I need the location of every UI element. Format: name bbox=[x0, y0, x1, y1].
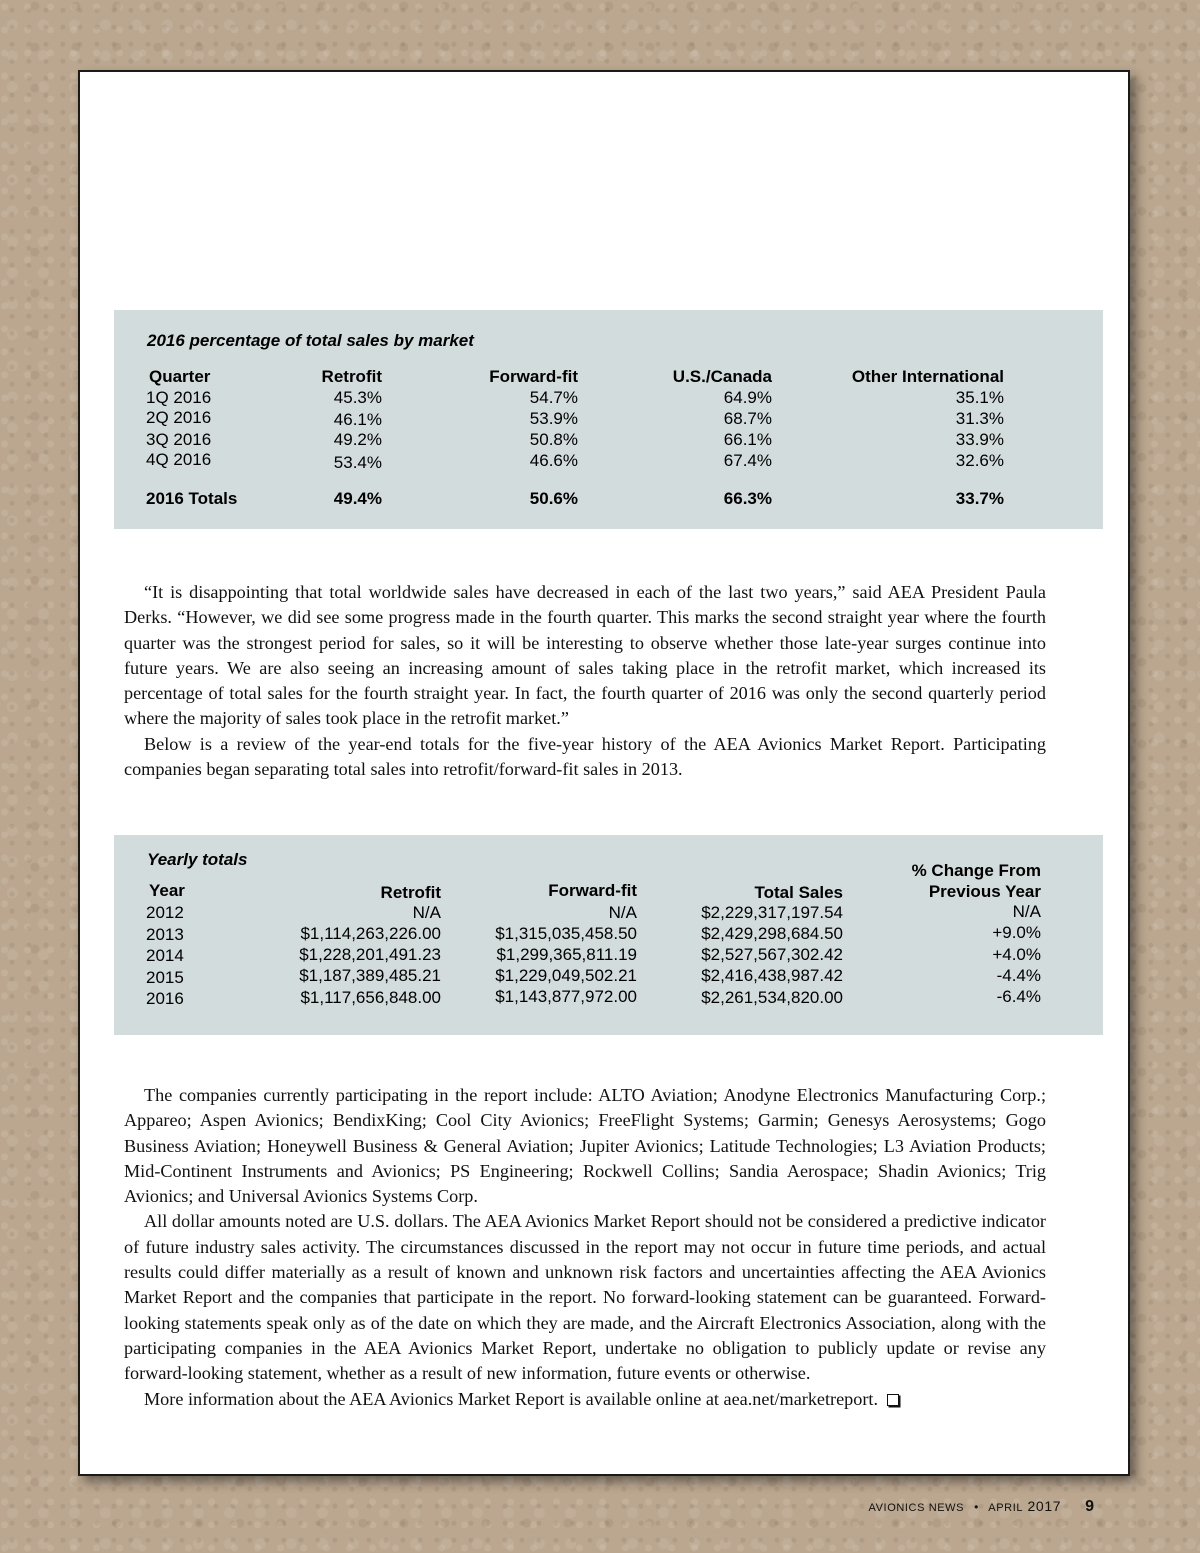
col-header-forward-fit: Forward-fit bbox=[548, 881, 637, 900]
intro-text bbox=[124, 580, 1046, 782]
participants-paragraph: The companies currently participating in the report include: ALTO Aviation; Anodyne Electronics Manufacturing Corp.; Appareo; Aspen Avionics; BendixKing; Cool City Avionics; FreeFlight Systems; Garmin; Genesys Aerosystems; Gogo Business Aviation; Honeywell Business & General Aviation; Jupiter Avionics; Latitude Technologies; L3 Aviation Products; Mid-Continent Instruments and Avionics; PS Engineering; Rockwell Collins; Sandia Aerospace; Shadin Avionics; Trig Avionics; and Universal Avionics Systems Corp. bbox=[124, 1085, 1046, 1207]
other-international-total: 33.7% bbox=[955, 489, 1004, 508]
quarter-cell: 3Q 2016 bbox=[146, 430, 212, 449]
us-canada-total: 66.3% bbox=[723, 489, 772, 508]
forward-fit-cell: 54.7% bbox=[529, 388, 578, 407]
col-header-retrofit: Retrofit bbox=[380, 883, 441, 902]
forward-fit-cell: N/A bbox=[608, 903, 637, 922]
col-header-year: Year bbox=[149, 881, 185, 900]
col-header-forward-fit: Forward-fit bbox=[489, 367, 578, 386]
col-header-total-sales: Total Sales bbox=[754, 883, 843, 902]
retrofit-cell: N/A bbox=[412, 903, 441, 922]
forward-fit-cell: 50.8% bbox=[529, 430, 578, 449]
total-sales-cell: $2,429,298,684.50 bbox=[701, 924, 843, 943]
retrofit-cell: 49.2% bbox=[333, 430, 382, 449]
forward-fit-cell: $1,143,877,972.00 bbox=[495, 987, 637, 1006]
end-of-article-icon bbox=[887, 1394, 899, 1406]
retrofit-cell: 53.4% bbox=[333, 453, 382, 472]
other-international-cell: 35.1% bbox=[955, 388, 1004, 407]
col-header-retrofit: Retrofit bbox=[321, 367, 382, 386]
quote-paragraph: “It is disappointing that total worldwide sales have decreased in each of the last two years,” said AEA President Paula Derks. “However, we did see some progress made in the fourth quarter. This marks the second straight year where the fourth quarter was the strongest period for sales, so it will be interesting to observe whether those late-year surges continue into future years. We are also seeing an increasing amount of sales taking place in the retrofit market, which increased its percentage of total sales for the fourth straight year. In fact, the fourth quarter of 2016 was only the second quarterly period where the majority of sales took place in the retrofit market.” bbox=[124, 582, 1046, 729]
us-canada-cell: 64.9% bbox=[723, 388, 772, 407]
forward-fit-cell: 53.9% bbox=[529, 409, 578, 428]
us-canada-cell: 67.4% bbox=[723, 451, 772, 470]
pct-change-cell: +9.0% bbox=[992, 923, 1041, 942]
us-canada-cell: 66.1% bbox=[723, 430, 772, 449]
more-info-text: More information about the AEA Avionics Market Report is available online at aea.net/marketreport. bbox=[144, 1388, 879, 1409]
page-footer bbox=[868, 1498, 1094, 1516]
yearly-totals-title: Yearly totals bbox=[147, 850, 248, 869]
col-header-pct-change: % Change From bbox=[911, 861, 1041, 880]
forward-fit-cell: $1,315,035,458.50 bbox=[495, 924, 637, 943]
page-number: 9 bbox=[1085, 1498, 1094, 1515]
retrofit-cell: 45.3% bbox=[333, 388, 382, 407]
col-header-other-international: Other International bbox=[851, 367, 1004, 386]
publication-name: AVIONICS NEWS bbox=[868, 1502, 965, 1514]
totals-label: 2016 Totals bbox=[146, 489, 238, 508]
quarter-cell: 1Q 2016 bbox=[146, 388, 212, 407]
other-international-cell: 33.9% bbox=[955, 430, 1004, 449]
retrofit-cell: $1,187,389,485.21 bbox=[299, 966, 441, 985]
total-sales-cell: $2,416,438,987.42 bbox=[701, 966, 843, 985]
yearly-totals-table bbox=[114, 835, 1103, 1035]
us-canada-cell: 68.7% bbox=[723, 409, 772, 428]
year-cell: 2014 bbox=[146, 946, 184, 965]
market-share-table bbox=[114, 310, 1103, 529]
retrofit-cell: $1,228,201,491.23 bbox=[299, 945, 441, 964]
col-header-us-canada: U.S./Canada bbox=[672, 367, 772, 386]
quarter-cell: 2Q 2016 bbox=[146, 408, 212, 427]
year-cell: 2013 bbox=[146, 925, 184, 944]
forward-fit-cell: $1,299,365,811.19 bbox=[496, 945, 637, 964]
year-cell: 2015 bbox=[146, 968, 184, 987]
retrofit-cell: $1,114,263,226.00 bbox=[300, 924, 441, 943]
other-international-cell: 31.3% bbox=[955, 409, 1004, 428]
year-cell: 2016 bbox=[146, 989, 184, 1008]
market-share-title: 2016 percentage of total sales by market bbox=[147, 331, 474, 350]
issue-month: APRIL bbox=[988, 1502, 1024, 1514]
pct-change-cell: -4.4% bbox=[996, 966, 1041, 985]
pct-change-cell: N/A bbox=[1012, 902, 1041, 921]
year-cell: 2012 bbox=[146, 903, 184, 922]
bullet-separator: • bbox=[974, 1500, 979, 1514]
other-international-cell: 32.6% bbox=[955, 451, 1004, 470]
closing-text bbox=[124, 1083, 1046, 1412]
total-sales-cell: $2,527,567,302.42 bbox=[701, 945, 843, 964]
forward-fit-cell: $1,229,049,502.21 bbox=[495, 966, 637, 985]
pct-change-cell: +4.0% bbox=[992, 945, 1041, 964]
col-header-quarter: Quarter bbox=[149, 367, 211, 386]
total-sales-cell: $2,261,534,820.00 bbox=[701, 988, 843, 1007]
review-paragraph: Below is a review of the year-end totals for the five-year history of the AEA Avionics Market Report. Participating companies began separating total sales into retrofit/forward-fit sales in 2013. bbox=[124, 733, 1046, 780]
total-sales-cell: $2,229,317,197.54 bbox=[701, 903, 843, 922]
retrofit-cell: 46.1% bbox=[333, 410, 382, 429]
forward-fit-cell: 46.6% bbox=[529, 451, 578, 470]
more-info-paragraph bbox=[124, 1387, 1046, 1412]
retrofit-total: 49.4% bbox=[333, 489, 382, 508]
forward-fit-total: 50.6% bbox=[529, 489, 578, 508]
issue-year: 2017 bbox=[1027, 1498, 1062, 1514]
retrofit-cell: $1,117,656,848.00 bbox=[300, 988, 441, 1007]
col-header-previous-year: Previous Year bbox=[928, 882, 1041, 901]
disclaimer-paragraph: All dollar amounts noted are U.S. dollars. The AEA Avionics Market Report should not be considered a predictive indicator of future industry sales activity. The circumstances discussed in the report may not occur in future time periods, and actual results could differ materially as a result of known and unknown risk factors and uncertainties affecting the AEA Avionics Market Report and the companies that participate in the report. No forward-looking statement can be guaranteed. Forward-looking statements speak only as of the date on which they are made, and the Aircraft Electronics Association, along with the participating companies in the AEA Avionics Market Report, undertake no obligation to publicly update or revise any forward-looking statement, whether as a result of new information, future events or otherwise. bbox=[124, 1211, 1046, 1384]
pct-change-cell: -6.4% bbox=[996, 987, 1041, 1006]
quarter-cell: 4Q 2016 bbox=[146, 450, 212, 469]
